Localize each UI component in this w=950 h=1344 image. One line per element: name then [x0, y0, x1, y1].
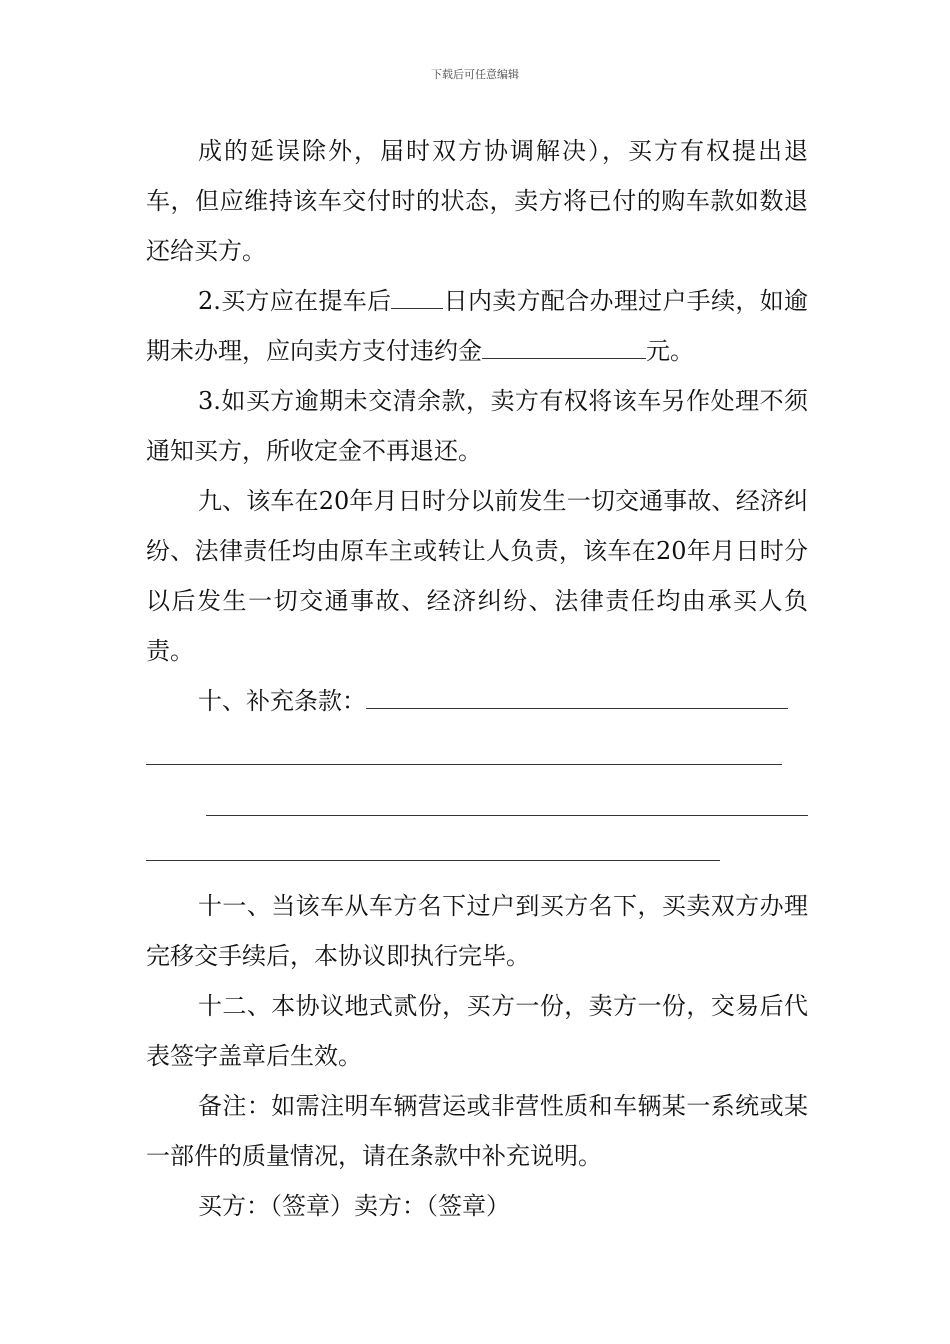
clause-2-end: 元。: [646, 337, 694, 365]
paragraph-refund-clause: 成的延误除外，届时双方协调解决），买方有权提出退车，但应维持该车交付时的状态，卖方将已付的购车款如数退还给买方。: [146, 137, 808, 265]
days-blank[interactable]: [391, 288, 443, 309]
closing-section: [146, 881, 808, 1231]
paragraph-transfer-deadline: [146, 276, 808, 376]
clause-2-start: 2.买方应在提车后: [198, 287, 392, 315]
supplementary-line-2[interactable]: [146, 764, 782, 765]
supplementary-line-3[interactable]: [206, 815, 808, 816]
supplementary-terms-label: 十、补充条款：: [198, 687, 366, 715]
paragraph-completion-clause: 十一、当该车从车方名下过户到买方名下，买卖双方办理完移交手续后，本协议即执行完毕。: [146, 892, 808, 970]
paragraph-unpaid-balance: 3.如买方逾期未交清余款，卖方有权将该车另作处理不须通知买方，所收定金不再退还。: [146, 387, 808, 465]
paragraph-copies-clause: 十二、本协议地式贰份，买方一份，卖方一份，交易后代表签字盖章后生效。: [146, 992, 808, 1070]
supplementary-terms-blank[interactable]: [366, 696, 788, 709]
signature-line: 买方：（签章）卖方：（签章）: [198, 1192, 510, 1220]
supplementary-line-4[interactable]: [146, 860, 720, 861]
paragraph-remarks: 备注：如需注明车辆营运或非营性质和车辆某一系统或某一部件的质量情况，请在条款中补充说明。: [146, 1092, 808, 1170]
page-header: 下载后可任意编辑: [431, 68, 519, 81]
paragraph-supplementary-terms: [146, 676, 808, 726]
document-body: [146, 126, 808, 1231]
clause-2-middle: 日内卖方配合办理过户手续，如逾期未办理，应向卖方支付违约金: [146, 287, 809, 365]
paragraph-liability-clause: 九、该车在20年月日时分以前发生一切交通事故、经济纠纷、法律责任均由原车主或转让人负责，该车在20年月日时分以后发生一切交通事故、经济纠纷、法律责任均由承买人负责。: [146, 487, 808, 665]
penalty-amount-blank[interactable]: [482, 338, 646, 359]
